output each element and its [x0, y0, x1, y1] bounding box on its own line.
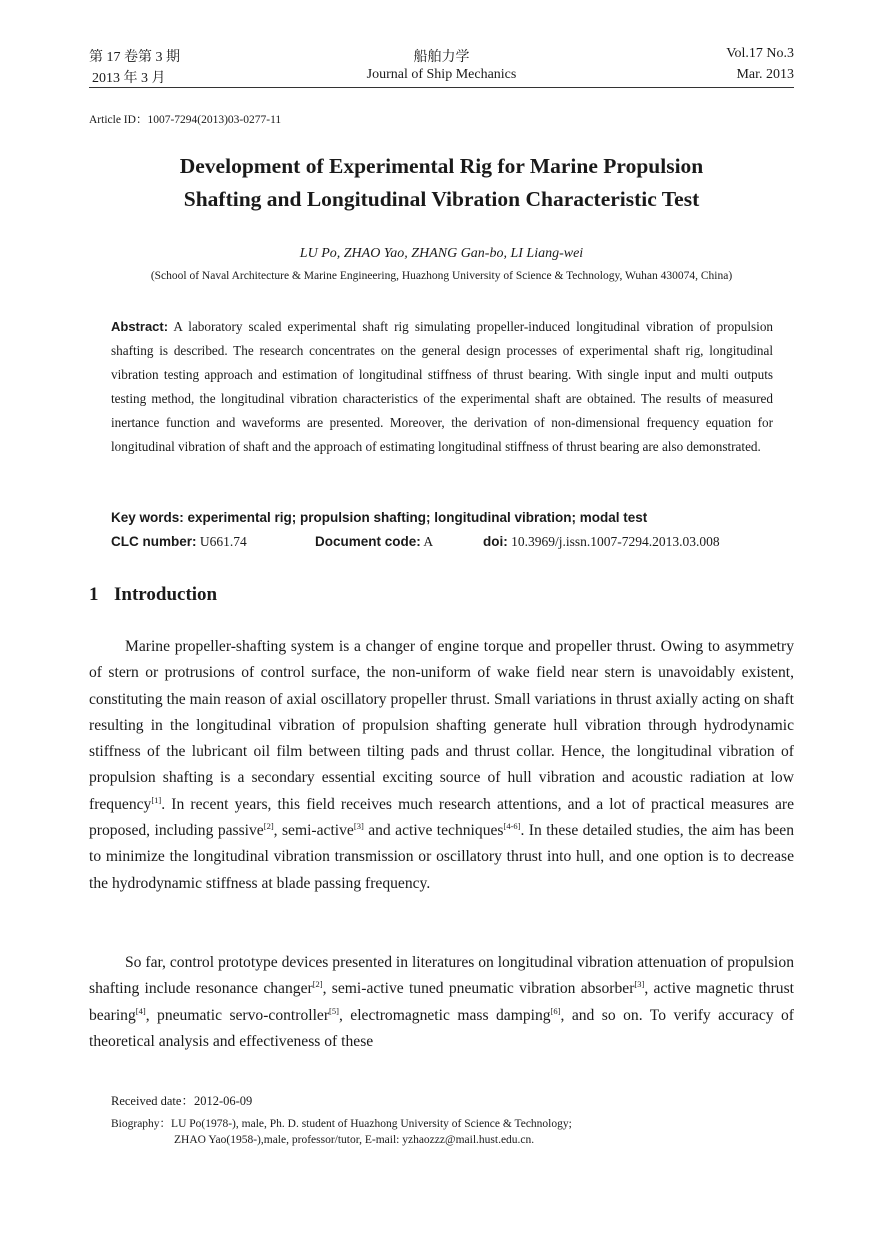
author-list: LU Po, ZHAO Yao, ZHANG Gan-bo, LI Liang-wei [299, 246, 584, 261]
title-line-1: Development of Experimental Rig for Marine Propulsion [179, 154, 704, 178]
header-volume-en: Vol.17 No.3 [726, 46, 794, 61]
header-journal-en: Journal of Ship Mechanics [366, 67, 517, 82]
citation: [1] [151, 794, 162, 805]
abstract-label: Abstract: [111, 319, 169, 334]
document-code [315, 534, 433, 550]
citation: [5] [329, 1005, 339, 1016]
keywords: Key words: experimental rig; propulsion shafting; longitudinal vibration; modal test [111, 510, 648, 525]
received-date: Received date：2012-06-09 [111, 1094, 253, 1108]
running-header-top [89, 46, 794, 64]
text-run: So far, control prototype devices presented in literatures on longitudinal vibration attenuation of propulsion shafting include resonance changer [89, 954, 794, 998]
citation: [2] [312, 979, 323, 990]
citation: [2] [263, 821, 274, 832]
text-run: , electromagnetic mass damping [338, 1006, 551, 1024]
clc-value: U661.74 [199, 534, 247, 549]
header-journal-cn: 船舶力学 [413, 50, 470, 65]
citation: [3] [634, 979, 645, 990]
header-date-cn: 2013 年 3 月 [92, 71, 166, 86]
article-id: Article ID：1007-7294(2013)03-0277-11 [89, 114, 282, 126]
section-heading [89, 584, 217, 606]
doi [483, 534, 720, 550]
clc-label: CLC number: [111, 534, 197, 549]
text-run: . In recent years, this field receives much research attentions, and a lot of practical measures are proposed, including passive [89, 795, 794, 840]
paper-title [89, 150, 794, 216]
text-run: , semi-active tuned pneumatic vibration absorber [322, 980, 635, 998]
text-run: , active magnetic thrust bearing [89, 980, 794, 1024]
citation: [6] [550, 1005, 561, 1016]
doi-label: doi: [483, 534, 508, 549]
section-title: Introduction [114, 584, 218, 605]
text-run: and active techniques [363, 822, 504, 840]
citation: [4] [135, 1005, 146, 1016]
biography-line-2: ZHAO Yao(1958-),male, professor/tutor, E-mail: yzhaozzz@mail.hust.edu.cn. [174, 1134, 535, 1146]
paragraph [89, 950, 794, 1055]
intro-paragraph-2 [89, 950, 794, 1055]
citation: [3] [353, 821, 364, 832]
header-date-en: Mar. 2013 [736, 67, 794, 82]
text-run: , and so on. To verify accuracy of theoretical analysis and effectiveness of these [89, 1006, 794, 1050]
doc-label: Document code: [315, 534, 421, 549]
citation: [4-6] [503, 821, 521, 832]
title-line-2: Shafting and Longitudinal Vibration Characteristic Test [183, 187, 700, 211]
affiliation: (School of Naval Architecture & Marine Engineering, Huazhong University of Science & Technology, Wuhan 430074, China) [150, 270, 733, 282]
paragraph [89, 634, 794, 897]
text-run: , semi-active [273, 822, 354, 840]
text-run: Marine propeller-shafting system is a changer of engine torque and propeller thrust. Owing to asymmetry of stern or protrusions of control surface, the non-uniform of wake field near stern is unavoidably existent, constituting the main reason of axial oscillatory propeller thrust. Small variations in thrust axially acting on shaft resulting in the longitudinal vibration of propulsion shafting generate hull vibration through hydrodynamic stiffness of the lubricant oil film between tilting pads and thrust collar. Hence, the longitudinal vibration of propulsion shafting is a secondary essential exciting source of hull vibration and acoustic radiation at low frequency [89, 638, 794, 813]
header-rule [89, 87, 794, 88]
section-number: 1 [89, 584, 99, 605]
biography-line-1: Biography：LU Po(1978-), male, Ph. D. student of Huazhong University of Science & Technology; [111, 1118, 572, 1130]
text-run: . In these detailed studies, the aim has been to minimize the longitudinal vibration transmission or oscillatory thrust into hull, and one option is to decrease the hydrodynamic stiffness at blade passing frequency. [89, 822, 795, 892]
doc-value: A [423, 534, 434, 549]
intro-paragraph-1 [89, 634, 794, 897]
running-header-bottom [89, 67, 794, 85]
doi-value: 10.3969/j.issn.1007-7294.2013.03.008 [511, 534, 720, 549]
text-run: , pneumatic servo-controller [145, 1006, 330, 1024]
abstract [111, 315, 773, 460]
abstract-text: A laboratory scaled experimental shaft rig simulating propeller-induced longitudinal vibration of propulsion shafting is described. The research concentrates on the general design processes of experimental shaft rig, longitudinal vibration testing approach and estimation of longitudinal stiffness of thrust bearing. With single input and multi outputs testing method, the longitudinal vibration characteristics of the experimental shaft are obtained. The results of measured inertance function and waveforms are presented. Moreover, the derivation of non-dimensional frequency equation for longitudinal vibration of shaft and the approach of estimating longitudinal stiffness of thrust bearing are also demonstrated. [111, 319, 774, 455]
clc-number [111, 534, 247, 550]
header-volume-cn: 第 17 卷第 3 期 [89, 50, 180, 65]
